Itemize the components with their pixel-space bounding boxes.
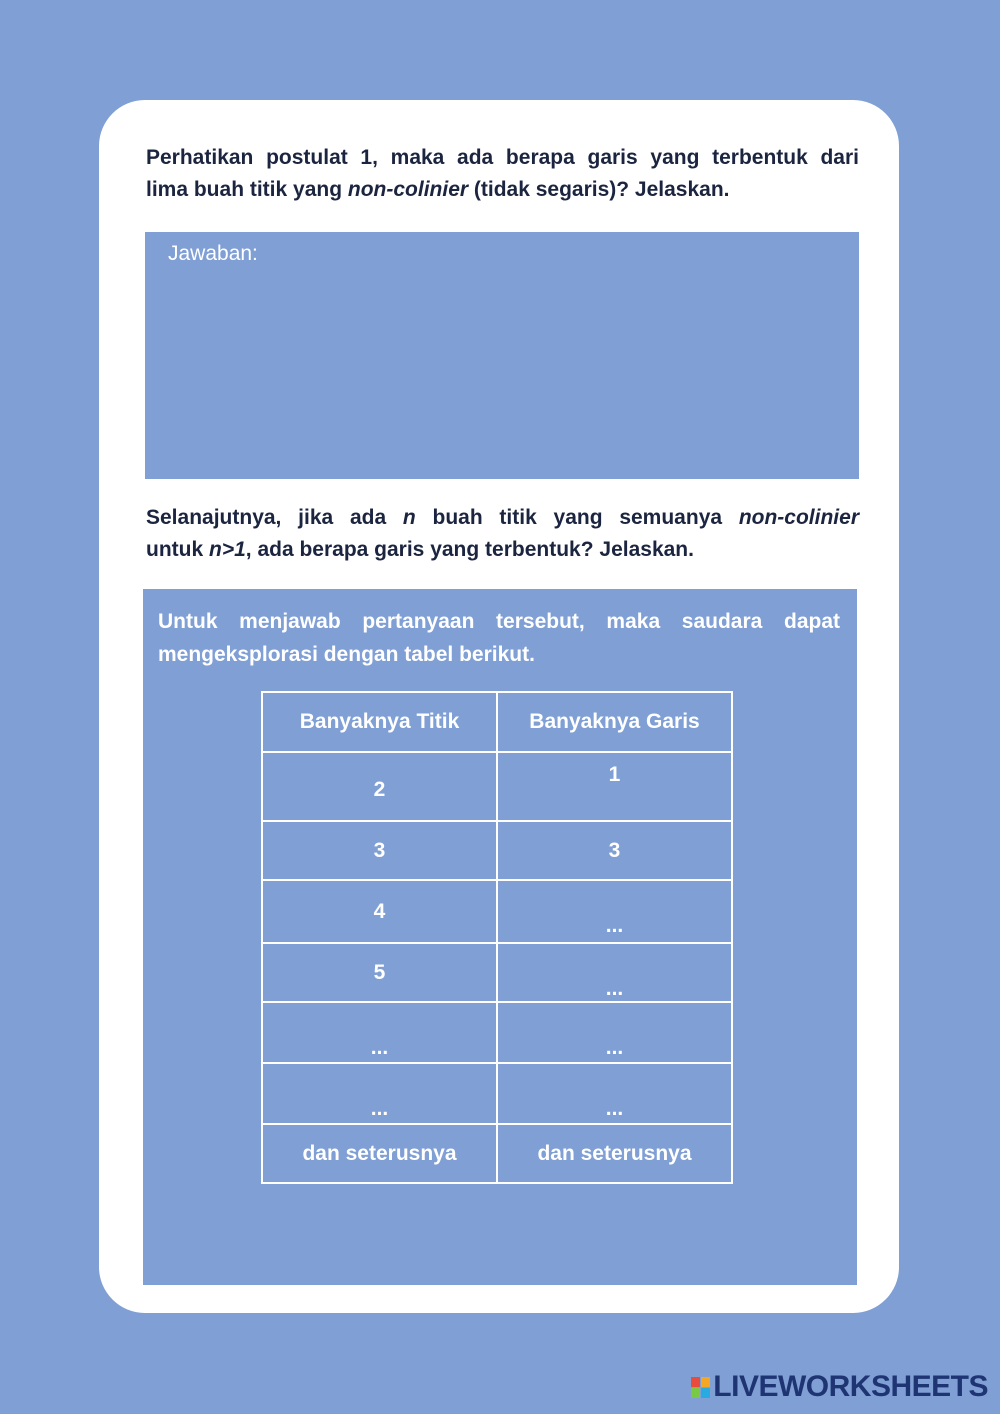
question-2-text-c: untuk xyxy=(146,538,209,561)
cell-lines[interactable]: 3 xyxy=(497,821,732,880)
table-row xyxy=(262,880,732,943)
question-2-text-b: buah titik yang semuanya xyxy=(415,506,739,529)
logo-tile-l xyxy=(691,1377,700,1387)
table-row xyxy=(262,1124,732,1183)
question-2-condition: n>1 xyxy=(209,538,246,561)
cell-lines[interactable]: 1 xyxy=(497,752,732,821)
question-1 xyxy=(146,142,859,206)
answer-box[interactable] xyxy=(145,232,859,479)
exploration-instructions xyxy=(158,605,840,671)
table-row xyxy=(262,821,732,880)
question-1-line-1: Perhatikan postulat 1, maka ada berapa garis yang terbentuk dari xyxy=(146,146,859,169)
question-1-emphasis: non-colinier xyxy=(347,178,469,201)
logo-mark-icon xyxy=(691,1377,710,1398)
question-1-line-2 xyxy=(146,174,859,206)
question-2-line-1 xyxy=(146,502,859,534)
cell-lines[interactable]: ... xyxy=(497,1063,732,1124)
question-1-text: lima buah titik yang xyxy=(146,178,348,201)
exploration-box xyxy=(143,589,857,1285)
cell-points: 2 xyxy=(262,752,497,821)
question-2-line-2 xyxy=(146,534,859,566)
table-row xyxy=(262,1063,732,1124)
table-header-row xyxy=(262,692,732,752)
cell-points[interactable]: ... xyxy=(262,1002,497,1063)
table-row xyxy=(262,752,732,821)
question-2-emphasis: non-colinier xyxy=(738,506,859,529)
exploration-line-1: Untuk menjawab pertanyaan tersebut, maka saudara dapat xyxy=(158,610,840,633)
logo-tile-i xyxy=(701,1377,710,1387)
table-row xyxy=(262,1002,732,1063)
question-2 xyxy=(146,502,859,566)
cell-points: dan seterusnya xyxy=(262,1124,497,1183)
question-2-variable-n: n xyxy=(402,506,416,529)
logo-tile-v xyxy=(691,1388,700,1398)
points-lines-table xyxy=(261,691,733,1184)
logo-tile-e xyxy=(701,1388,710,1398)
header-lines: Banyaknya Garis xyxy=(497,692,732,752)
cell-lines[interactable]: ... xyxy=(497,880,732,943)
cell-points: 4 xyxy=(262,880,497,943)
cell-lines[interactable]: ... xyxy=(497,943,732,1002)
cell-lines[interactable]: ... xyxy=(497,1002,732,1063)
answer-label: Jawaban: xyxy=(168,242,258,265)
cell-lines: dan seterusnya xyxy=(497,1124,732,1183)
question-2-text-a: Selanajutnya, jika ada xyxy=(146,506,403,529)
exploration-line-2: mengeksplorasi dengan tabel berikut. xyxy=(158,643,535,666)
cell-points: 3 xyxy=(262,821,497,880)
table-row xyxy=(262,943,732,1002)
logo-text: LIVEWORKSHEETS xyxy=(713,1370,988,1403)
cell-points[interactable]: ... xyxy=(262,1063,497,1124)
question-2-text-d: , ada berapa garis yang terbentuk? Jelaskan. xyxy=(245,538,694,561)
cell-points: 5 xyxy=(262,943,497,1002)
header-points: Banyaknya Titik xyxy=(262,692,497,752)
question-1-text-end: (tidak segaris)? Jelaskan. xyxy=(468,178,730,201)
liveworksheets-logo xyxy=(691,1370,988,1404)
